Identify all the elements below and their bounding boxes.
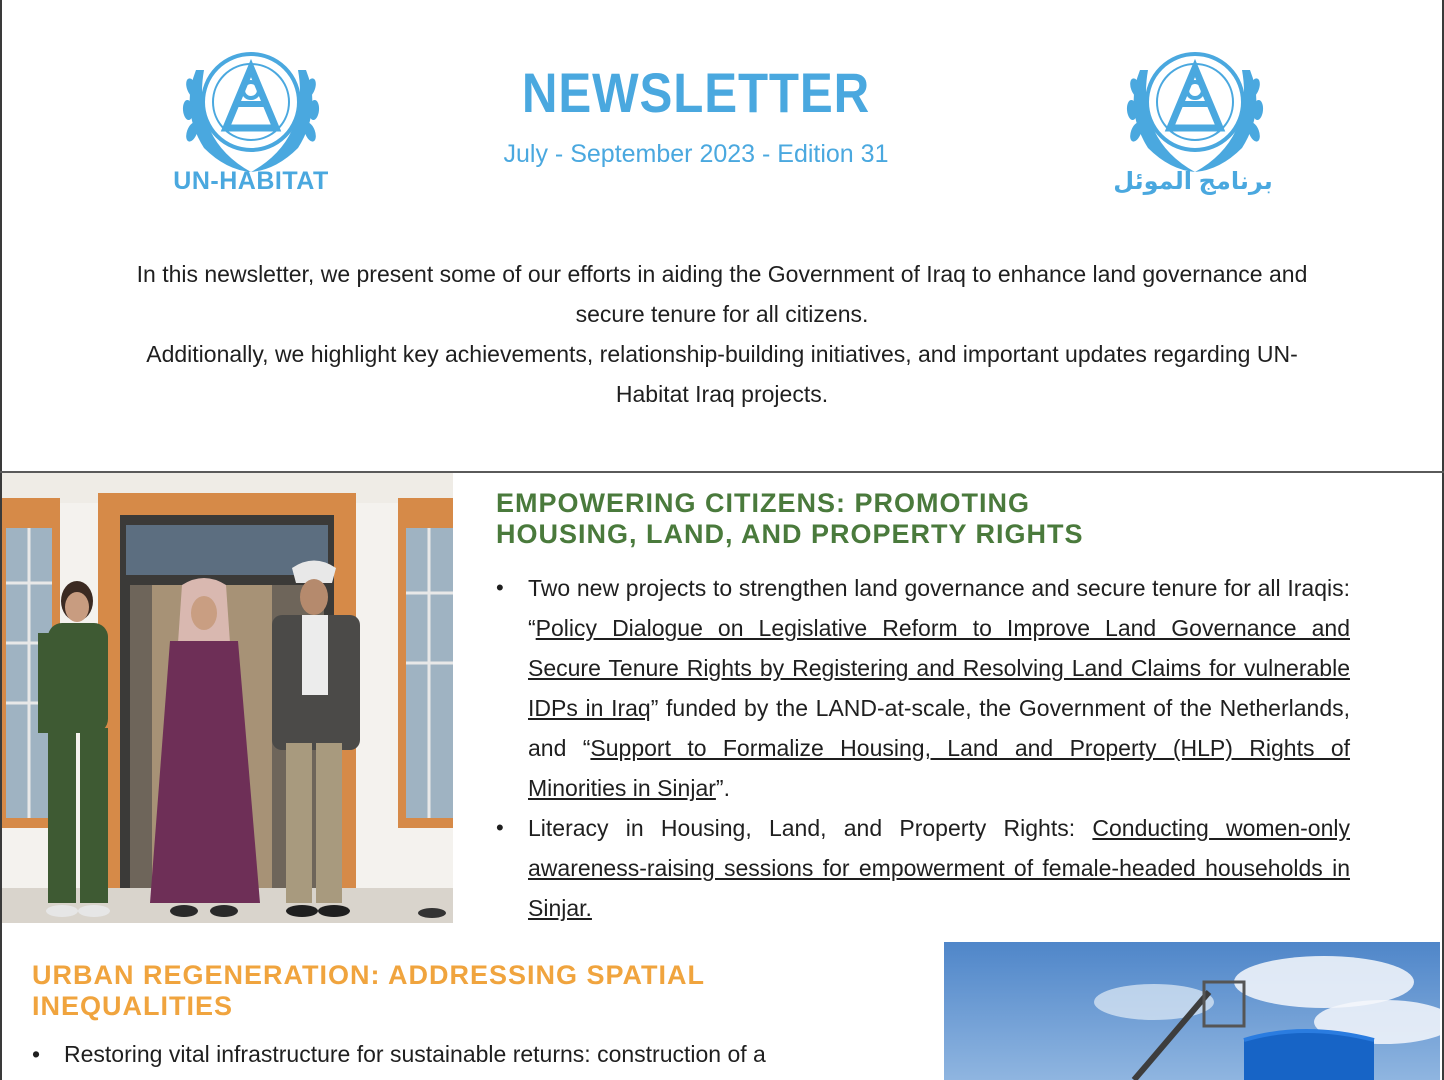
edition-subtitle: July - September 2023 - Edition 31 <box>503 140 889 168</box>
section-1-bullet-list <box>496 568 1350 928</box>
intro-paragraph <box>120 254 1324 414</box>
intro-line-2: Additionally, we highlight key achievements, relationship-building initiatives, and important updates regarding UN-Habitat Iraq projects. <box>146 341 1298 407</box>
heading-line-2: HOUSING, LAND, AND PROPERTY RIGHTS <box>496 519 1084 549</box>
list-item <box>496 568 1350 808</box>
section-2-bullet-list <box>32 1034 902 1074</box>
photo-water-tank-construction <box>944 942 1440 1080</box>
logo-caption-left: UN-HABITAT <box>173 167 329 195</box>
list-item <box>496 808 1350 928</box>
intro-line-1: In this newsletter, we present some of our efforts in aiding the Government of Iraq to enhance land governance and secure tenure for all citizens. <box>136 261 1308 327</box>
bullet-text: ” funded by the LAND-at-scale, the Government of the Netherlands, and “ <box>528 695 1351 761</box>
section-heading-empowering-citizens <box>496 488 1196 550</box>
project-link-policy-dialogue[interactable]: Policy Dialogue on Legislative Reform to Improve Land Governance and Secure Tenure Rights by Registering and Resolving Land Claims for vulnerable IDPs in Iraq <box>528 615 1350 721</box>
bullet-text: ”. <box>715 775 730 801</box>
logo-caption-right: برنامج الموئل <box>1113 168 1273 195</box>
heading-line-1: EMPOWERING CITIZENS: PROMOTING <box>496 488 1030 518</box>
newsletter-title: NEWSLETTER <box>521 61 871 124</box>
bullet-text: Literacy in Housing, Land, and Property Rights: <box>528 815 1093 841</box>
project-link-hlp-sinjar[interactable]: Support to Formalize Housing, Land and Property (HLP) Rights of Minorities in Sinjar <box>528 735 1350 801</box>
list-item: • Restoring vital infrastructure for sustainable returns: construction of a <box>32 1034 902 1074</box>
photo-residents-at-doorway <box>2 473 453 923</box>
section-heading-urban-regeneration: URBAN REGENERATION: ADDRESSING SPATIAL INEQUALITIES <box>32 960 705 1021</box>
bullet-text: Two new projects to strengthen land governance and secure tenure for all Iraqis: “ <box>528 575 1350 641</box>
link-awareness-sessions[interactable]: Conducting women-only awareness-raising sessions for empowerment of female-headed households in Sinjar. <box>528 815 1350 921</box>
